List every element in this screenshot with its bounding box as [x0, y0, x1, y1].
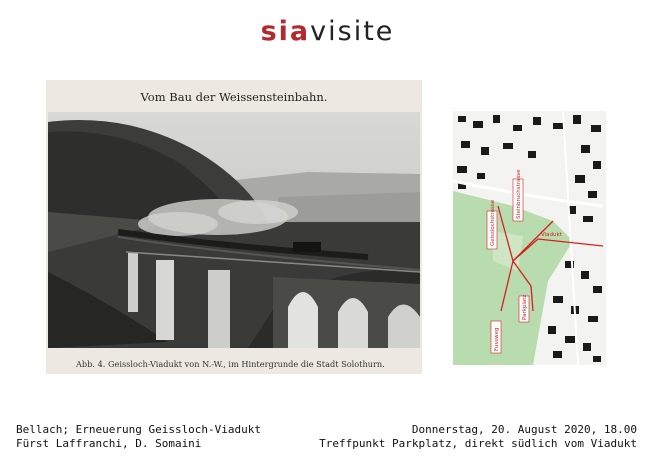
event-title: Bellach; Erneuerung Geissloch-Viadukt: [16, 423, 262, 436]
site-map: [453, 111, 606, 365]
event-date: Donnerstag, 20. August 2020, 18.00: [411, 423, 637, 436]
event-meeting-point: Treffpunkt Parkplatz, direkt südlich vom Viadukt: [319, 437, 637, 450]
map-label-fussweg: Fussweg: [494, 327, 500, 351]
brand-logo: [0, 14, 655, 50]
map-label-geisslochstrasse: Geisslochstrasse: [490, 199, 496, 246]
viaduct-photo: [48, 112, 420, 348]
photo-caption: Abb. 4. Geissloch-Viadukt von N.-W., im Hintergrunde die Stadt Solothurn.: [76, 359, 385, 369]
historic-photo-panel: [46, 80, 422, 374]
brand-sia: sia: [260, 16, 311, 47]
photo-title: Vom Bau der Weissensteinbahn.: [140, 90, 328, 104]
map-label-steinbruchstrasse: Steinbruchstrasse: [516, 169, 522, 219]
brand-visite: visite: [310, 16, 395, 47]
map-label-parkplatz: Parkplatz: [522, 294, 528, 320]
map-label-viadukt: Viadukt: [541, 232, 562, 238]
event-speakers: Fürst Laffranchi, D. Somaini: [16, 437, 202, 450]
